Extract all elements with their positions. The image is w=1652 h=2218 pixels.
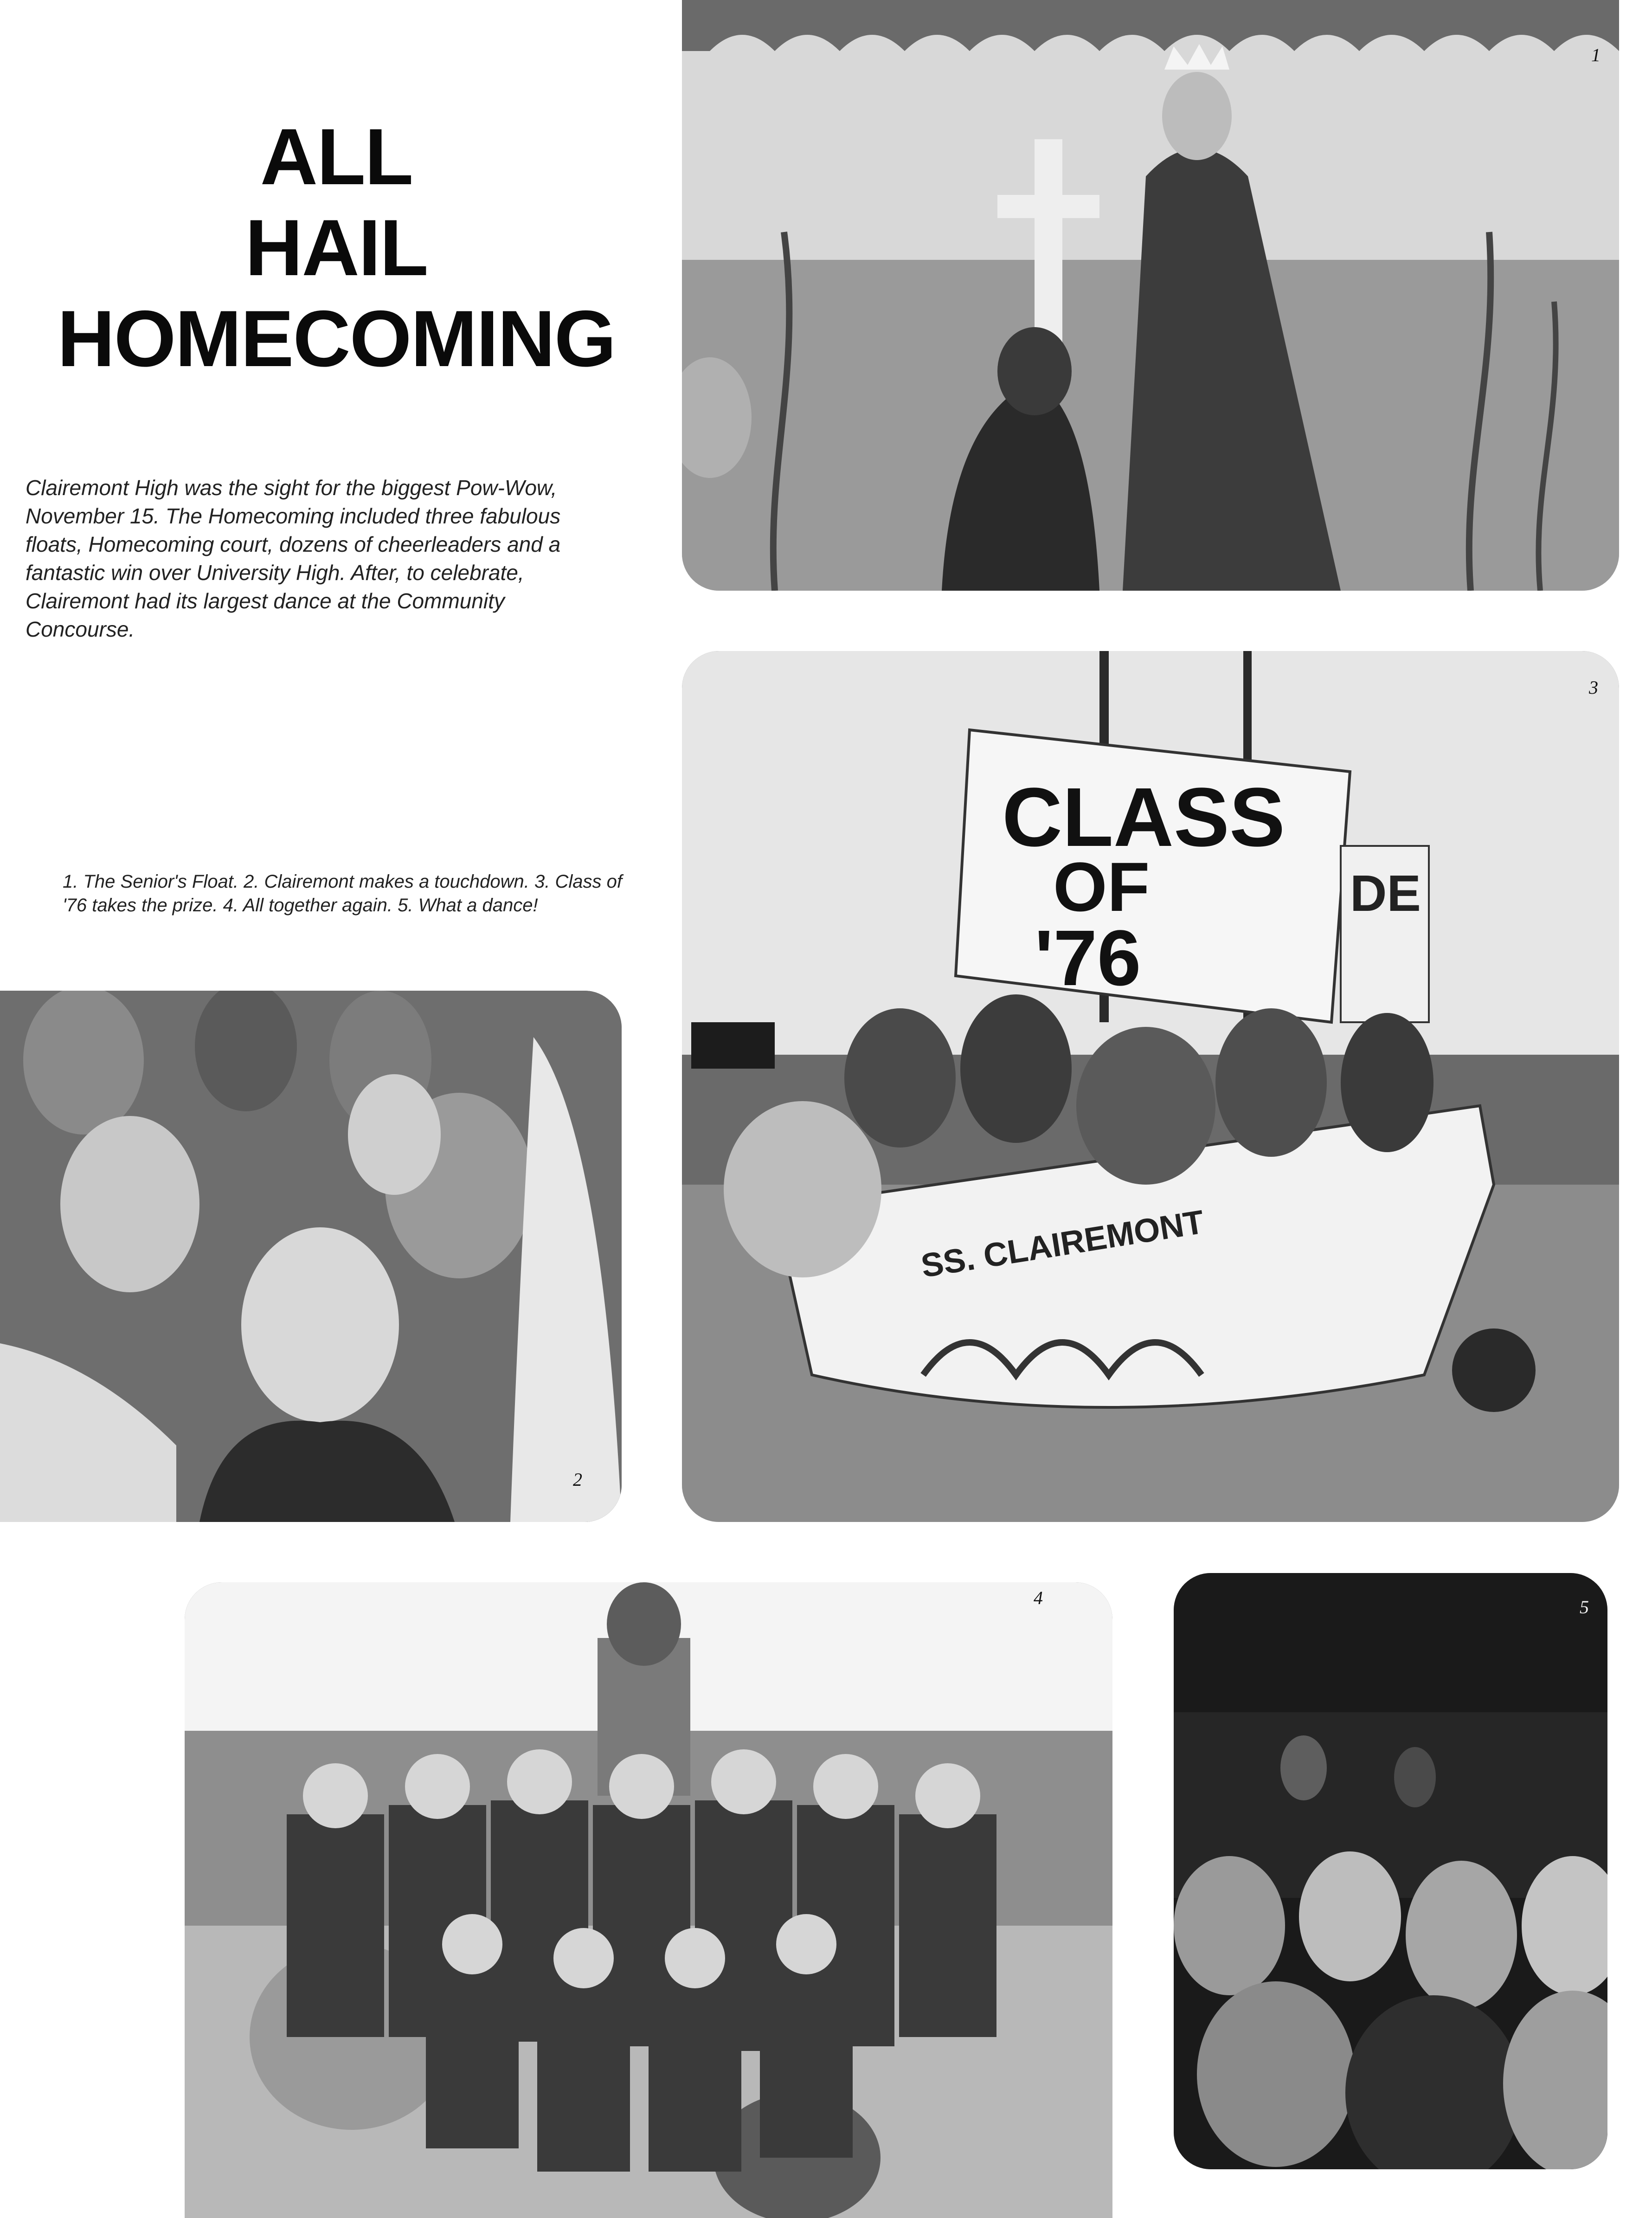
banner-text-line-2: OF (1053, 848, 1150, 926)
intro-paragraph: Clairemont High was the sight for the biggest Pow-Wow, November 15. The Homecoming included three fabulous floats, Homecoming court, dozens of cheerleaders and a fantastic win over University High. After, to celebrate, Clairemont had its largest dance at the Community Concourse. (26, 476, 561, 641)
title-line-1: ALL (260, 112, 413, 201)
photo-class-of-76-float (682, 651, 1619, 1522)
title-line-3: HOMECOMING (57, 294, 616, 383)
photo-5-scene (1174, 1573, 1607, 2169)
photo-5-number: 5 (1580, 1597, 1589, 1618)
photo-4-number: 4 (1034, 1587, 1043, 1608)
photo-1-number: 1 (1591, 45, 1601, 65)
title-line-2: HAIL (245, 203, 428, 292)
photo-dance (1174, 1573, 1607, 2169)
boat-name-text: SS. CLAIREMONT (918, 1203, 1207, 1285)
photo-4-scene (185, 1582, 1112, 2218)
photo-crowd-touchdown (0, 991, 622, 1522)
photo-cheerleaders-group (185, 1582, 1112, 2218)
photo-2-number: 2 (573, 1469, 582, 1490)
photo-captions: 1. The Senior's Float. 2. Clairemont makes a touchdown. 3. Class of '76 takes the prize. 4. All together again. 5. What a dance! (63, 871, 622, 916)
page-title (51, 111, 622, 384)
photo-seniors-float (682, 0, 1619, 591)
side-sign-text: DE (1350, 865, 1421, 922)
photo-1-scene (682, 0, 1619, 591)
photo-2-scene (0, 991, 622, 1522)
photo-3-number: 3 (1589, 677, 1598, 698)
banner-text-line-1: CLASS (1002, 771, 1286, 864)
photo-3-scene (682, 651, 1619, 1522)
banner-text-line-3: '76 (1035, 914, 1141, 1002)
